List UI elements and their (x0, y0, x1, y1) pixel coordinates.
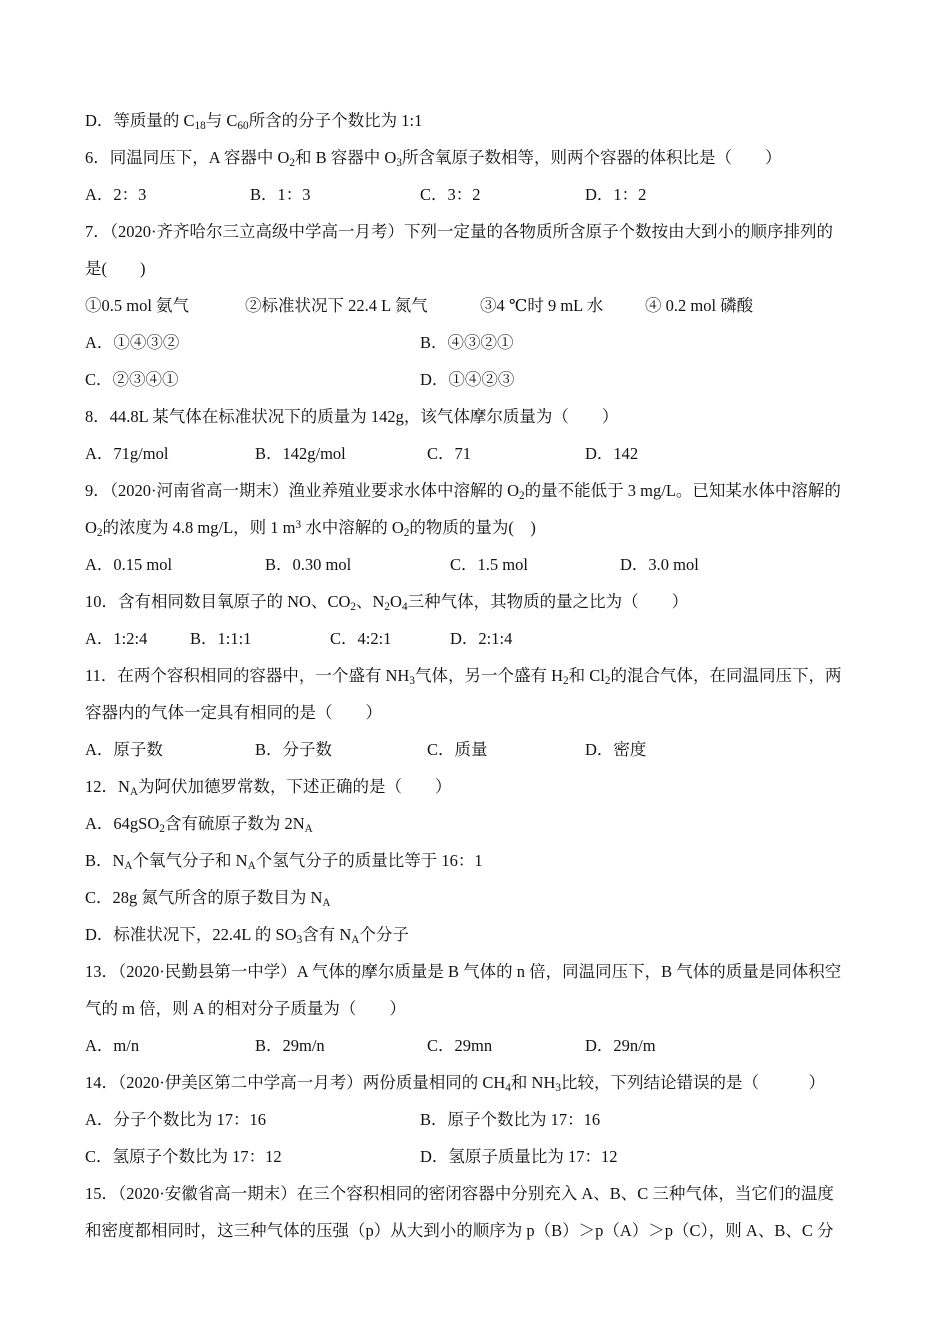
q11-option-b[interactable]: B．分子数 (255, 740, 333, 759)
q15-stem-line2: 和密度都相同时，这三种气体的压强（p）从大到小的顺序为 p（B）＞p（A）＞p（C），则 A、B、C 分 (85, 1221, 834, 1240)
question-12 (85, 776, 885, 961)
q9-stem-line2: $O_2$的浓度为 4.8 mg/L，则 1 $m^3$ 水中溶解的 $O_2$的物质的量为( ) (85, 518, 536, 540)
question-10 (85, 591, 885, 665)
question-14 (85, 1072, 885, 1183)
q12-option-a[interactable]: A．64gSO$_2$含有硫原子数为 $2N_A$ (85, 814, 313, 836)
q10-options (85, 628, 885, 665)
q8-option-c[interactable]: C．71 (427, 444, 472, 463)
q14-option-c[interactable]: C．氢原子个数比为 17：12 (85, 1147, 282, 1166)
q14-option-a[interactable]: A．分子个数比为 17：16 (85, 1110, 267, 1129)
q10-option-b[interactable]: B．1:1:1 (190, 629, 252, 648)
q13-options (85, 1035, 885, 1072)
q11-option-d[interactable]: D．密度 (585, 740, 647, 759)
question-11 (85, 665, 885, 776)
q8-stem: 8．44.8L 某气体在标准状况下的质量为 142g，该气体摩尔质量为（ ） (85, 407, 619, 426)
q14-stem: 14．（2020·伊美区第二中学高一月考）两份质量相同的 $CH_4$和 $NH_3$比较，下列结论错误的是（ ） (85, 1073, 825, 1095)
q7-item-3: ③4 ℃时 9 mL 水 (480, 296, 604, 315)
q6-options (85, 184, 885, 221)
q6-stem: 6．同温同压下，A 容器中 $O_2$和 B 容器中 $O_3$所含氧原子数相等，则两个容器的体积比是（ ） (85, 148, 782, 170)
q10-stem: 10．含有相同数目氧原子的 NO、$CO_2$、$N_2O_4$三种气体，其物质的量之比为（ ） (85, 592, 689, 614)
q13-stem-line2: 气的 m 倍，则 A 的相对分子质量为（ ） (85, 999, 406, 1018)
question-8 (85, 406, 885, 480)
q7-stem-line1: 7．（2020·齐齐哈尔三立高级中学高一月考）下列一定量的各物质所含原子个数按由大到小的顺序排列的 (85, 222, 833, 241)
q13-option-c[interactable]: C．29mn (427, 1036, 493, 1055)
q10-option-d[interactable]: D．2:1:4 (450, 629, 513, 648)
q8-option-b[interactable]: B．142g/mol (255, 444, 346, 463)
q15-stem-line1: 15．（2020·安徽省高一期末）在三个容积相同的密闭容器中分别充入 A、B、C 三种气体，当它们的温度 (85, 1184, 834, 1203)
q6-option-a[interactable]: A．2：3 (85, 185, 147, 204)
q13-stem-line1: 13．（2020·民勤县第一中学）A 气体的摩尔质量是 B 气体的 n 倍，同温同压下，B 气体的质量是同体积空 (85, 962, 842, 981)
q6-option-d[interactable]: D．1：2 (585, 185, 647, 204)
question-15 (85, 1183, 885, 1257)
q14-option-b[interactable]: B．原子个数比为 17：16 (420, 1110, 601, 1129)
q11-stem-line2: 容器内的气体一定具有相同的是（ ） (85, 703, 382, 722)
q7-option-a[interactable]: A．①④③② (85, 333, 180, 352)
question-7 (85, 221, 885, 406)
q6-option-c[interactable]: C．3：2 (420, 185, 481, 204)
q9-option-a[interactable]: A．0.15 mol (85, 555, 173, 574)
q7-option-b[interactable]: B．④③②① (420, 333, 514, 352)
question-6 (85, 147, 885, 221)
page-content (85, 110, 885, 1257)
q7-options-row1 (85, 332, 885, 369)
q7-item-2: ②标准状况下 22.4 L 氮气 (245, 296, 428, 315)
q9-option-c[interactable]: C．1.5 mol (450, 555, 528, 574)
q5-option-d (85, 110, 885, 147)
q12-option-c[interactable]: C．28g 氮气所含的原子数目为 $N_A$ (85, 888, 331, 910)
q8-option-d[interactable]: D．142 (585, 444, 639, 463)
q8-option-a[interactable]: A．71g/mol (85, 444, 169, 463)
q14-option-d[interactable]: D．氢原子质量比为 17：12 (420, 1147, 618, 1166)
q13-option-d[interactable]: D．29n/m (585, 1036, 656, 1055)
q10-option-a[interactable]: A．1:2:4 (85, 629, 148, 648)
question-13 (85, 961, 885, 1072)
q7-items (85, 295, 885, 332)
q12-option-b[interactable]: B．$N_A$个氧气分子和 $N_A$个氢气分子的质量比等于 16：1 (85, 851, 483, 873)
q12-option-d[interactable]: D．标准状况下，22.4L 的 $SO_3$含有 $N_A$个分子 (85, 925, 409, 947)
q11-options (85, 739, 885, 776)
q7-item-4: ④ 0.2 mol 磷酸 (645, 296, 754, 315)
q6-option-b[interactable]: B．1：3 (250, 185, 311, 204)
q13-option-b[interactable]: B．29m/n (255, 1036, 325, 1055)
q11-option-a[interactable]: A．原子数 (85, 740, 163, 759)
q10-option-c[interactable]: C．4:2:1 (330, 629, 392, 648)
q14-options-row1 (85, 1109, 885, 1146)
q9-option-b[interactable]: B．0.30 mol (265, 555, 352, 574)
q13-option-a[interactable]: A．m/n (85, 1036, 140, 1055)
q9-options (85, 554, 885, 591)
q9-stem-line1: 9．（2020·河南省高一期末）渔业养殖业要求水体中溶解的 $O_2$的量不能低于 3 mg/L。已知某水体中溶解的 (85, 481, 841, 503)
q8-options (85, 443, 885, 480)
q12-stem: 12．$N_A$为阿伏加德罗常数，下述正确的是（ ） (85, 777, 452, 799)
q7-options-row2 (85, 369, 885, 406)
q14-options-row2 (85, 1146, 885, 1183)
question-9 (85, 480, 885, 591)
q11-option-c[interactable]: C．质量 (427, 740, 488, 759)
q9-option-d[interactable]: D．3.0 mol (620, 555, 699, 574)
q7-option-d[interactable]: D．①④②③ (420, 370, 515, 389)
q5-option-d-text: D．等质量的 $C_{18}$与 $C_{60}$所含的分子个数比为 1:1 (85, 111, 423, 133)
q11-stem-line1: 11．在两个容积相同的容器中，一个盛有 $NH_3$气体，另一个盛有 $H_2$和 $Cl_2$的混合气体，在同温同压下，两 (85, 666, 842, 688)
q7-option-c[interactable]: C．②③④① (85, 370, 179, 389)
q7-item-1: ①0.5 mol 氨气 (85, 296, 190, 315)
q7-stem-line2: 是( ) (85, 259, 146, 278)
